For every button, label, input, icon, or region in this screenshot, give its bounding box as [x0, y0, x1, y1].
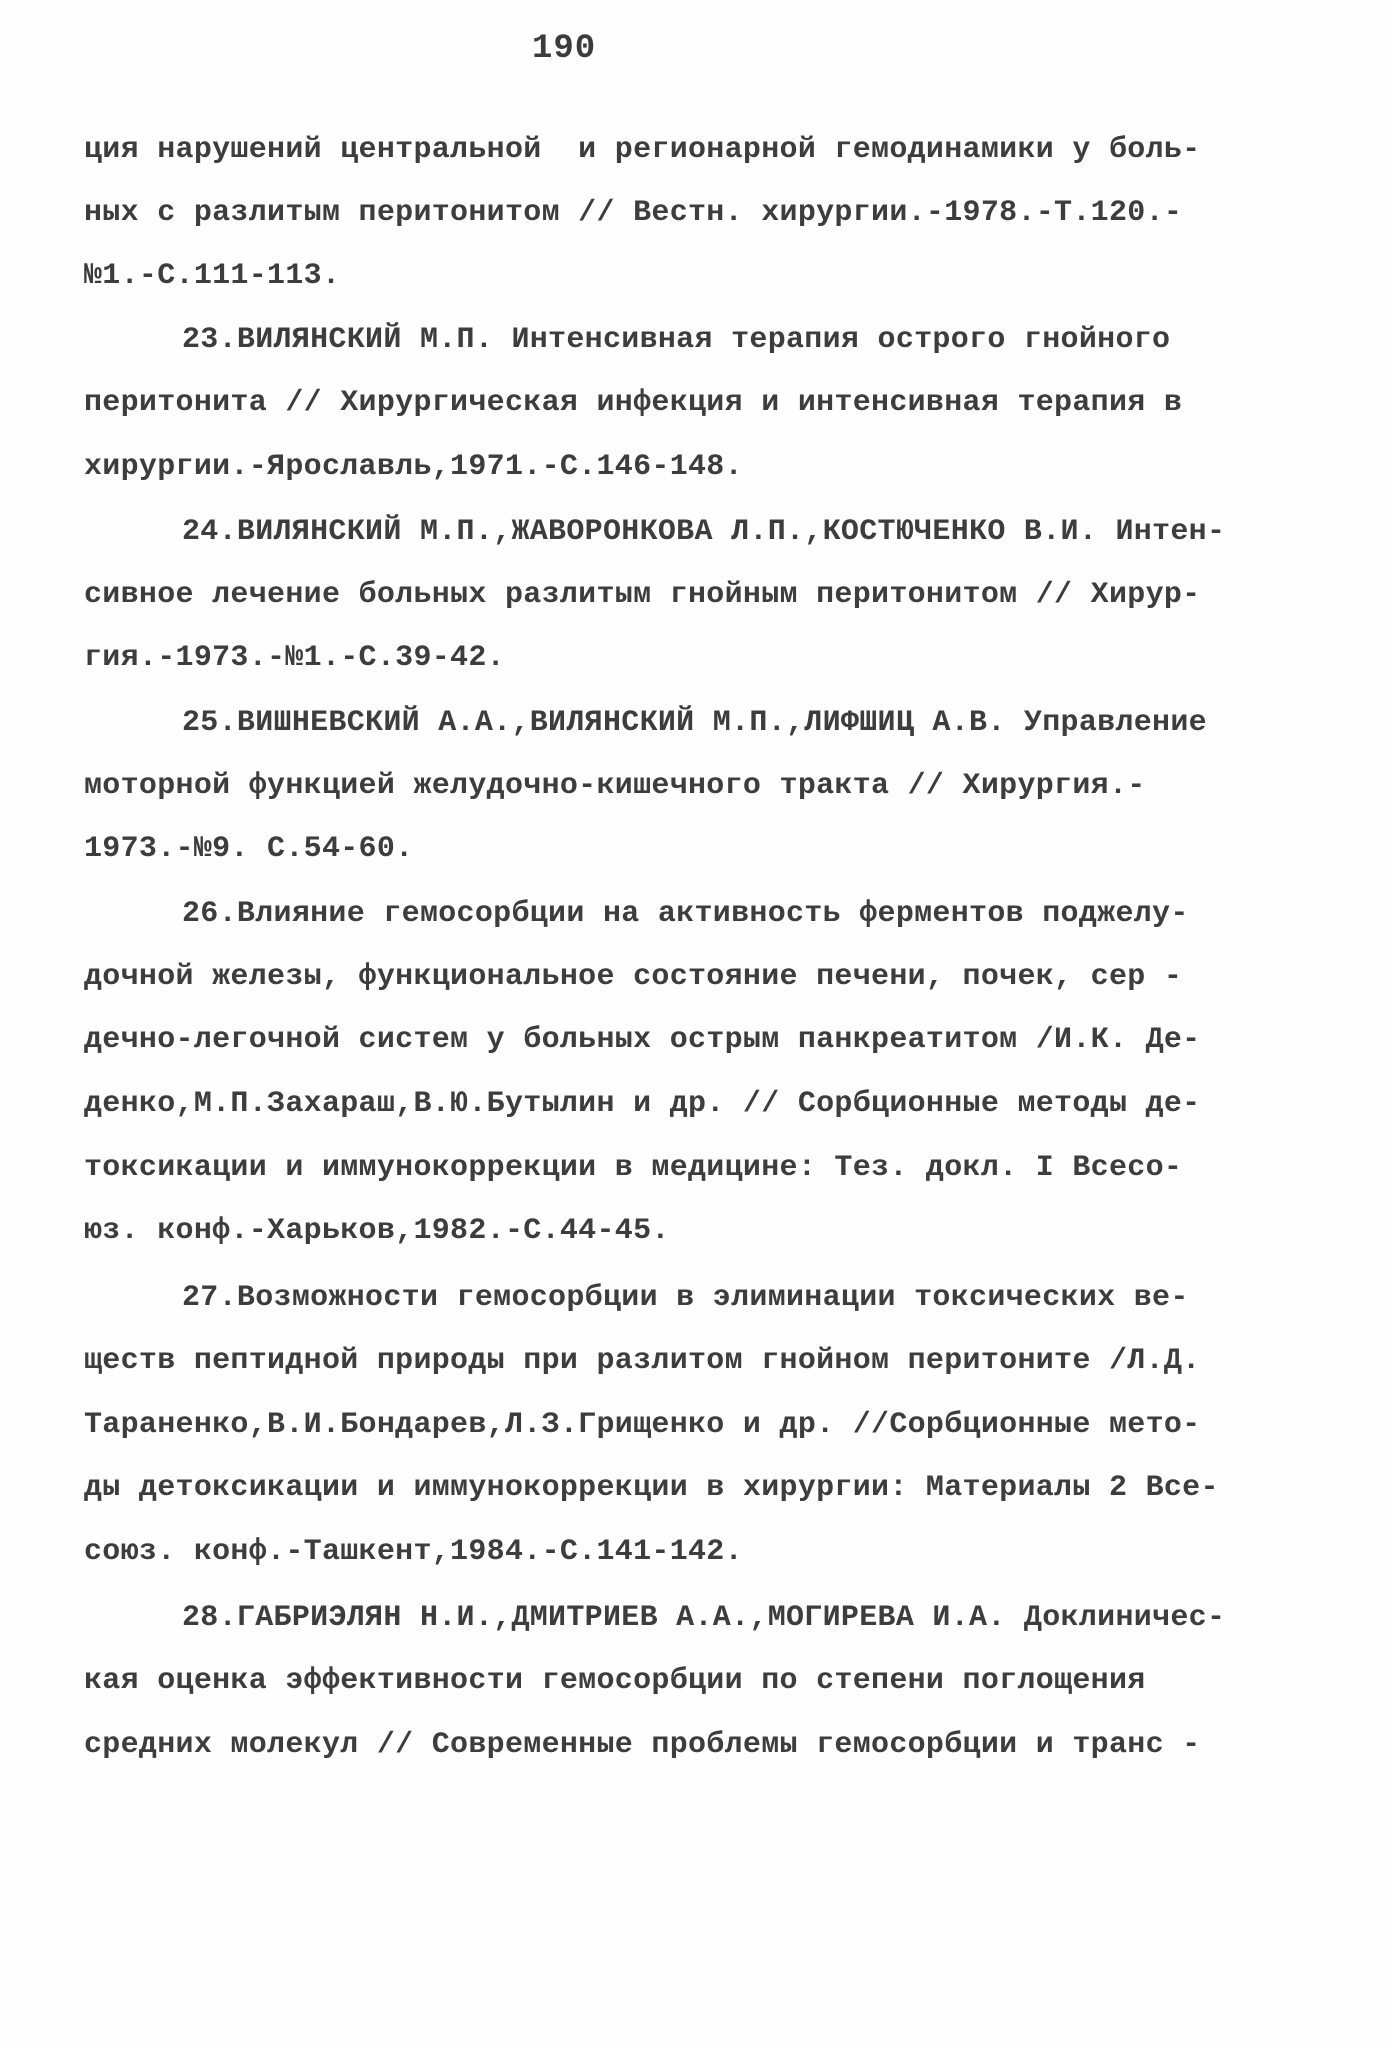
- text-line: ды детоксикации и иммунокоррекции в хирургии: Материалы 2 Все-: [84, 1471, 1219, 1505]
- text-line: ция нарушений центральной и регионарной гемодинамики у боль-: [84, 133, 1201, 167]
- text-line: денко,М.П.Захараш,В.Ю.Бутылин и др. // Сорбционные методы де-: [84, 1087, 1201, 1121]
- text-line: юз. конф.-Харьков,1982.-С.44-45.: [84, 1214, 670, 1248]
- text-line: ществ пептидной природы при разлитом гнойном перитоните /Л.Д.: [84, 1344, 1201, 1378]
- reference-24: 24.ВИЛЯНСКИЙ М.П.,ЖАВОРОНКОВА Л.П.,КОСТЮЧЕНКО В.И. Интен-: [182, 515, 1226, 549]
- reference-25: 25.ВИШНЕВСКИЙ А.А.,ВИЛЯНСКИЙ М.П.,ЛИФШИЦ А.В. Управление: [182, 706, 1207, 740]
- text-line: гия.-1973.-№1.-С.39-42.: [84, 641, 505, 675]
- text-line: перитонита // Хирургическая инфекция и интенсивная терапия в: [84, 386, 1183, 420]
- text-line: токсикации и иммунокоррекции в медицине: Тез. докл. I Всесо-: [84, 1151, 1183, 1185]
- text-line: Тараненко,В.И.Бондарев,Л.З.Грищенко и др. //Сорбционные мето-: [84, 1408, 1201, 1442]
- text-line: союз. конф.-Ташкент,1984.-С.141-142.: [84, 1535, 743, 1569]
- reference-28: 28.ГАБРИЭЛЯН Н.И.,ДМИТРИЕВ А.А.,МОГИРЕВА И.А. Доклиничес-: [182, 1601, 1226, 1635]
- text-line: дочной железы, функциональное состояние печени, почек, сер -: [84, 960, 1183, 994]
- text-line: средних молекул // Современные проблемы гемосорбции и транс -: [84, 1728, 1201, 1762]
- text-line: ных с разлитым перитонитом // Вестн. хирургии.-1978.-Т.120.-: [84, 196, 1183, 230]
- reference-23: 23.ВИЛЯНСКИЙ М.П. Интенсивная терапия острого гнойного: [182, 323, 1171, 357]
- text-line: №1.-С.111-113.: [84, 259, 341, 293]
- text-line: кая оценка эффективности гемосорбции по степени поглощения: [84, 1664, 1146, 1698]
- text-line: моторной функцией желудочно-кишечного тракта // Хирургия.-: [84, 769, 1146, 803]
- reference-26: 26.Влияние гемосорбции на активность ферментов поджелу-: [182, 897, 1189, 931]
- text-line: дечно-легочной систем у больных острым панкреатитом /И.К. Де-: [84, 1023, 1201, 1057]
- text-line: 1973.-№9. С.54-60.: [84, 832, 414, 866]
- page-number: 190: [532, 30, 597, 68]
- text-line: сивное лечение больных разлитым гнойным перитонитом // Хирур-: [84, 578, 1201, 612]
- text-line: хирургии.-Ярославль,1971.-С.146-148.: [84, 450, 743, 484]
- reference-27: 27.Возможности гемосорбции в элиминации токсических ве-: [182, 1281, 1189, 1315]
